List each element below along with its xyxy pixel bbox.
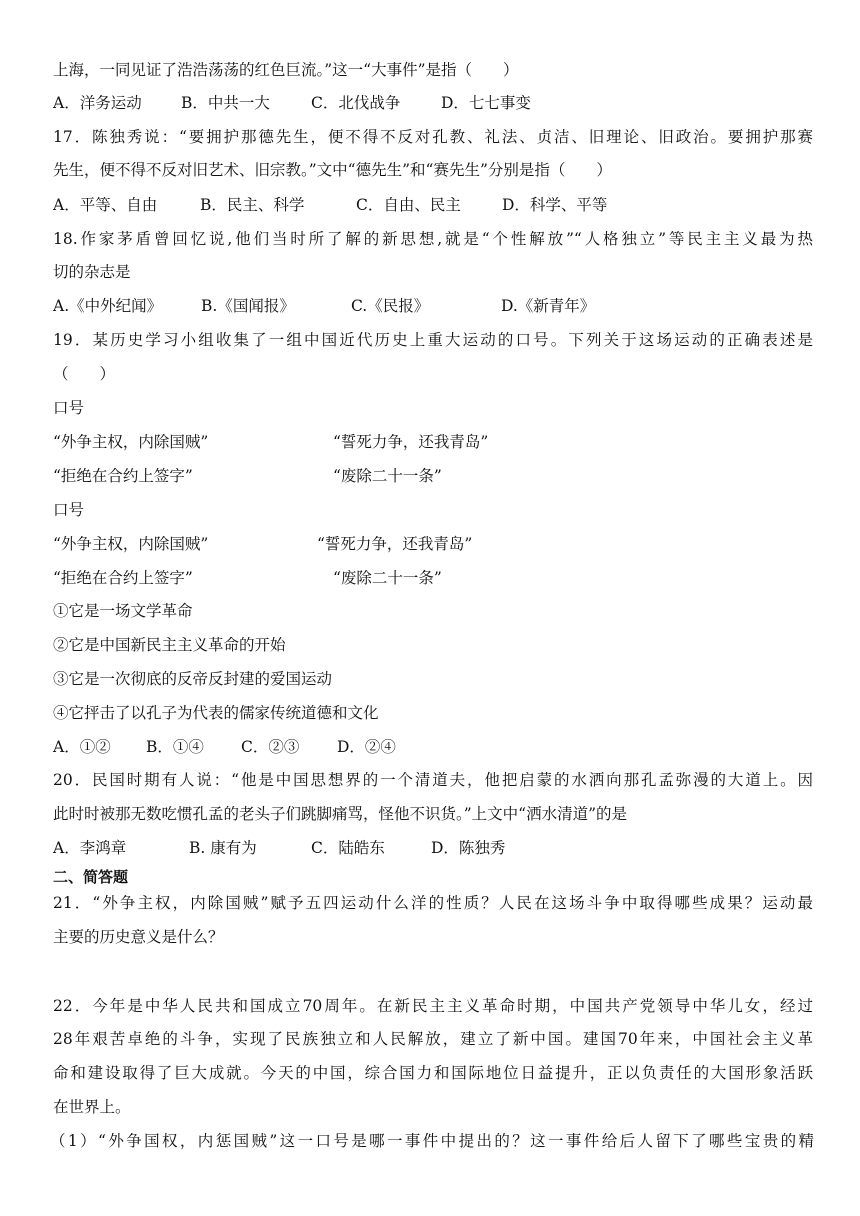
option-d: D．科学、平等 [502,196,608,214]
option-b: B．中共一大 [181,94,270,112]
option-d: D.《新青年》 [501,297,596,315]
option-c: C．②③ [241,738,300,756]
q22-line3: 命和建设取得了巨大成就。今天的中国，综合国力和国际地位日益提升，正以负责任的大国形象活跃 [53,1064,813,1082]
q16-options [53,93,813,113]
slogan: “废除二十一条” [333,569,442,587]
option-b: B. 康有为 [189,839,257,857]
q18-options [53,296,813,316]
choice-4: ④它抨击了以孔子为代表的儒家传统道德和文化 [53,704,379,722]
option-b: B．①④ [146,738,204,756]
slogan-row [53,432,813,452]
slogan-title: 口号 [53,399,85,417]
slogan: “拒绝在合约上签字” [53,569,193,587]
choice-1: ①它是一场文学革命 [53,602,193,620]
slogan: “废除二十一条” [333,467,442,485]
section-heading: 二、简答题 [53,868,129,886]
q20-line2: 此时时被那无数吃惯孔孟的老头子们跳脚痛骂，怪他不识货。”上文中“洒水清道”的是 [53,805,628,823]
option-a: A．①② [53,738,111,756]
option-c: C．北伐战争 [311,94,401,112]
option-c: C．陆皓东 [311,839,385,857]
q21-line2: 主要的历史意义是什么？ [53,928,224,946]
q18-line2: 切的杂志是 [53,263,131,281]
option-a: A.《中外纪闻》 [53,297,163,315]
choice-3: ③它是一次彻底的反帝反封建的爱国运动 [53,670,333,688]
option-d: D．②④ [337,738,396,756]
slogan: “外争主权，内除国贼” [53,535,209,553]
q17-line2: 先生，便不得不反对旧艺术、旧宗教。”文中“德先生”和“赛先生”分别是指（ ） [53,161,612,179]
q19-line1: 19．某历史学习小组收集了一组中国近代历史上重大运动的口号。下列关于这场运动的正确表述是 [53,331,813,349]
option-a: A．平等、自由 [53,196,158,214]
q17-line1: 17．陈独秀说：“要拥护那德先生，便不得不反对孔教、礼法、贞洁、旧理论、旧政治。要拥护那赛 [53,128,813,146]
slogan-row [53,568,813,588]
q22-line4: 在世界上。 [53,1098,131,1116]
slogan-row [53,466,813,486]
q19-options [53,737,813,757]
q22-sub1: （1）“外争国权，内惩国贼”这一口号是哪一事件中提出的？这一事件给后人留下了哪些宝贵的精 [50,1132,814,1150]
q18-line1: 18.作家茅盾曾回忆说,他们当时所了解的新思想,就是“个性解放”“人格独立”等民主主义最为热 [53,230,813,248]
option-b: B.《国闻报》 [201,297,295,315]
choice-2: ②它是中国新民主主义革命的开始 [53,636,286,654]
option-a: A．李鸿章 [53,839,127,857]
slogan: “外争主权，内除国贼” [53,433,209,451]
q22-line1: 22．今年是中华人民共和国成立70周年。在新民主主义革命时期，中国共产党领导中华儿女，经过 [53,997,813,1015]
option-d: D．陈独秀 [431,839,506,857]
option-d: D．七七事变 [441,94,531,112]
q20-options [53,838,813,858]
slogan-row [53,534,813,554]
option-c: C.《民报》 [351,297,430,315]
option-a: A．洋务运动 [53,94,142,112]
slogan: “誓死力争，还我青岛” [333,433,489,451]
q17-options [53,195,813,215]
q22-line2: 28年艰苦卓绝的斗争，实现了民族独立和人民解放，建立了新中国。建国70年来，中国社会主义革 [53,1030,813,1048]
slogan: “誓死力争，还我青岛” [317,535,473,553]
q20-line1: 20．民国时期有人说：“他是中国思想界的一个清道夫，他把启蒙的水洒向那孔孟弥漫的大道上。因 [53,771,813,789]
option-c: C．自由、民主 [356,196,461,214]
q21-line1: 21．“外争主权，内除国贼”赋予五四运动什么洋的性质？人民在这场斗争中取得哪些成果？运动最 [53,894,813,912]
q16-stem-tail: 上海，一同见证了浩浩荡荡的红色巨流。”这一“大事件”是指（ ） [53,61,519,79]
q19-line2: （ ） [53,365,116,383]
slogan: “拒绝在合约上签字” [53,467,193,485]
slogan-title: 口号 [53,501,85,519]
option-b: B．民主、科学 [200,196,305,214]
